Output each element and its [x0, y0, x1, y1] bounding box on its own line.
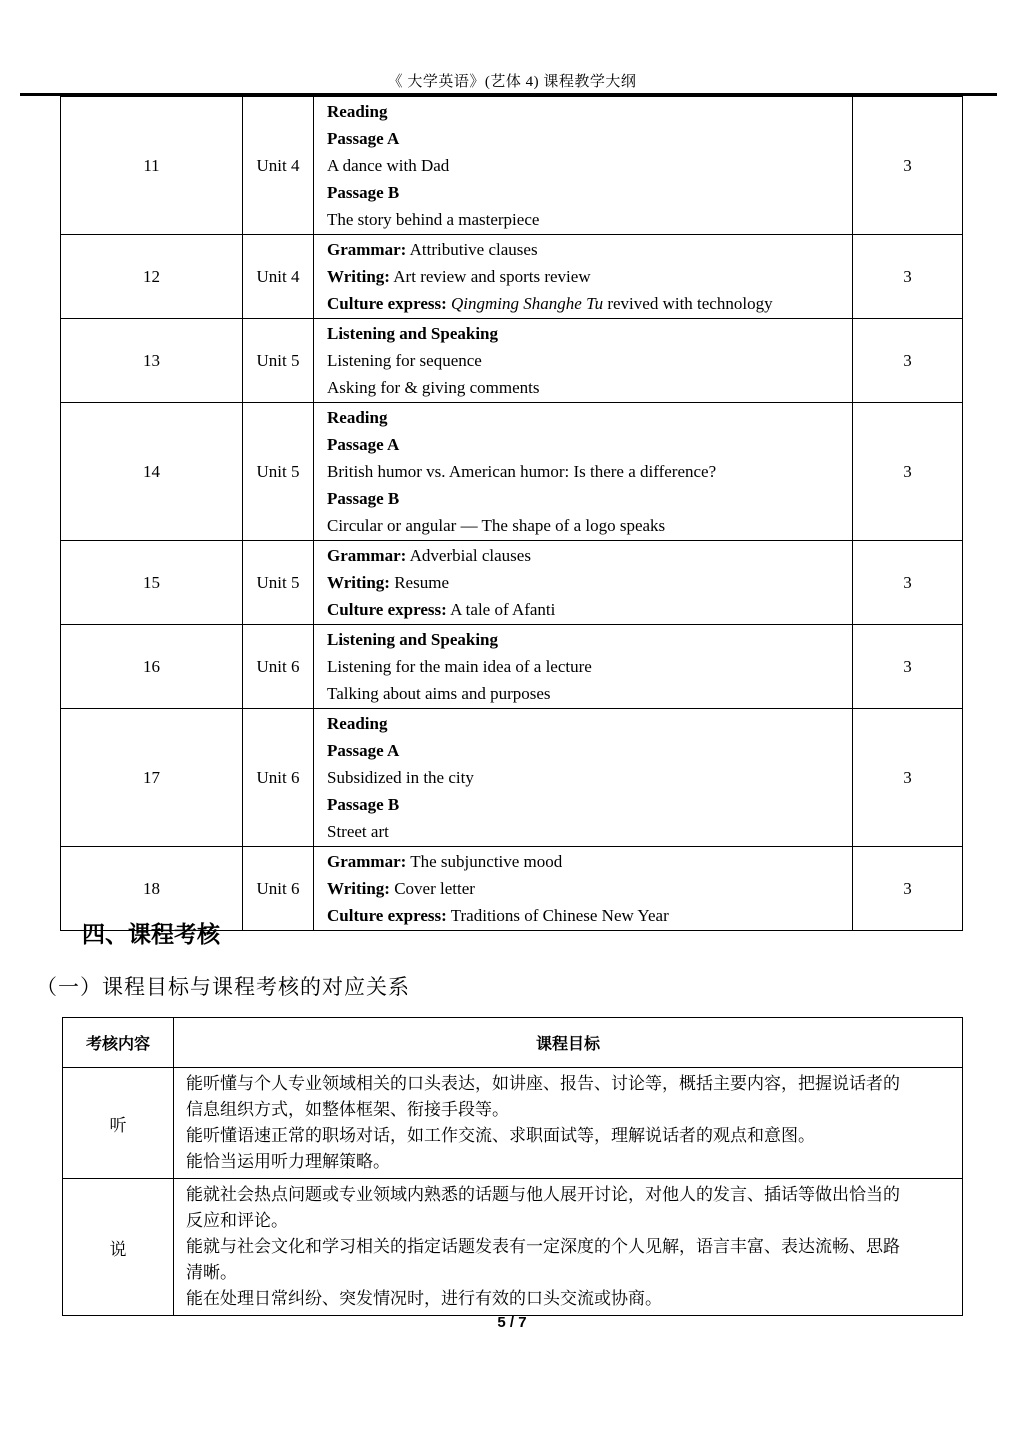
schedule-row — [61, 97, 963, 235]
content-line — [327, 710, 847, 737]
content-text-bold: Reading — [327, 714, 388, 733]
skill-label-cell: 听 — [63, 1068, 174, 1179]
hours-cell: 3 — [853, 319, 963, 403]
goal-paragraph: 能就社会热点问题或专业领域内熟悉的话题与他人展开讨论，对他人的发言、插话等做出恰当的反应和评论。 — [186, 1185, 900, 1230]
week-number-cell: 15 — [61, 541, 243, 625]
content-line — [327, 791, 847, 818]
content-text-bold: Reading — [327, 408, 388, 427]
content-text: A dance with Dad — [327, 156, 450, 175]
schedule-row — [61, 625, 963, 709]
document-header-title: 《 大学英语》(艺体 4) 课程教学大纲 — [387, 74, 637, 90]
hours-cell: 3 — [853, 625, 963, 709]
content-line — [327, 737, 847, 764]
content-cell — [314, 319, 853, 403]
week-number-cell: 18 — [61, 847, 243, 931]
content-text-bold: Culture express: — [327, 906, 447, 925]
content-line — [327, 542, 847, 569]
content-text-bold: Reading — [327, 102, 388, 121]
content-line — [327, 485, 847, 512]
content-text: Attributive clauses — [406, 240, 538, 259]
content-text: Listening for the main idea of a lecture — [327, 657, 592, 676]
content-text: Cover letter — [389, 879, 475, 898]
content-text: A tale of Afanti — [446, 600, 556, 619]
content-text-bold: Grammar: — [327, 240, 407, 259]
course-objective-header: 课程目标 — [174, 1018, 963, 1068]
course-objective-cell — [174, 1179, 963, 1316]
content-text: Listening for sequence — [327, 351, 482, 370]
content-text: Resume — [389, 573, 449, 592]
teaching-schedule-table — [60, 96, 963, 931]
content-line — [327, 152, 847, 179]
page-number: 5 / 7 — [497, 1314, 527, 1331]
week-number-cell: 12 — [61, 235, 243, 319]
content-text: Street art — [327, 822, 389, 841]
content-line — [327, 458, 847, 485]
content-cell — [314, 235, 853, 319]
goal-paragraph: 能听懂与个人专业领域相关的口头表达，如讲座、报告、讨论等，概括主要内容，把握说话者的信息组织方式，如整体框架、衔接手段等。 — [186, 1074, 900, 1119]
content-cell — [314, 847, 853, 931]
hours-cell: 3 — [853, 235, 963, 319]
content-text: Asking for & giving comments — [327, 378, 540, 397]
content-line — [327, 347, 847, 374]
content-text: Subsidized in the city — [327, 768, 474, 787]
content-text-bold: Listening and Speaking — [327, 630, 499, 649]
hours-cell: 3 — [853, 403, 963, 541]
assessment-mapping-table — [62, 1017, 963, 1316]
content-cell — [314, 625, 853, 709]
content-text: Talking about aims and purposes — [327, 684, 551, 703]
unit-cell: Unit 6 — [243, 847, 314, 931]
content-line — [327, 512, 847, 539]
content-text-bold: Passage A — [327, 129, 400, 148]
goal-paragraph: 能在处理日常纠纷、突发情况时，进行有效的口头交流或协商。 — [186, 1289, 662, 1308]
content-line — [327, 875, 847, 902]
week-number-cell: 16 — [61, 625, 243, 709]
content-text-bold: Culture express: — [327, 294, 447, 313]
assessment-row — [63, 1179, 963, 1316]
unit-cell: Unit 5 — [243, 541, 314, 625]
unit-cell: Unit 6 — [243, 625, 314, 709]
hours-cell: 3 — [853, 847, 963, 931]
content-line — [327, 98, 847, 125]
unit-cell: Unit 5 — [243, 403, 314, 541]
content-line — [327, 626, 847, 653]
content-cell — [314, 403, 853, 541]
content-line — [327, 374, 847, 401]
content-line — [327, 236, 847, 263]
content-text: The story behind a masterpiece — [327, 210, 540, 229]
content-text: Art review and sports review — [389, 267, 591, 286]
content-text-bold: Passage A — [327, 435, 400, 454]
assessment-row — [63, 1068, 963, 1179]
content-line — [327, 263, 847, 290]
goal-paragraph: 能就与社会文化和学习相关的指定话题发表有一定深度的个人见解，语言丰富、表达流畅、思路清晰。 — [186, 1237, 900, 1282]
content-line — [327, 902, 847, 929]
schedule-row — [61, 235, 963, 319]
content-text-bold: Grammar: — [327, 852, 407, 871]
content-text-bold: Passage B — [327, 795, 400, 814]
content-line — [327, 653, 847, 680]
content-cell — [314, 97, 853, 235]
assessment-table-body — [63, 1068, 963, 1316]
content-text: revived with technology — [603, 294, 773, 313]
assessment-content-header: 考核内容 — [63, 1018, 174, 1068]
assessment-header-row — [63, 1018, 963, 1068]
content-line — [327, 290, 847, 317]
content-line — [327, 596, 847, 623]
course-objective-cell — [174, 1068, 963, 1179]
content-text-bold: Culture express: — [327, 600, 447, 619]
content-text: Adverbial clauses — [406, 546, 531, 565]
content-text-bold: Passage B — [327, 183, 400, 202]
content-text-bold: Writing: — [327, 267, 390, 286]
content-text-bold: Writing: — [327, 879, 390, 898]
content-line — [327, 569, 847, 596]
content-line — [327, 125, 847, 152]
week-number-cell: 17 — [61, 709, 243, 847]
content-text-bold: Writing: — [327, 573, 390, 592]
unit-cell: Unit 5 — [243, 319, 314, 403]
week-number-cell: 14 — [61, 403, 243, 541]
content-line — [327, 818, 847, 845]
schedule-table-body — [61, 97, 963, 931]
content-text-bold: Passage A — [327, 741, 400, 760]
content-text: The subjunctive mood — [406, 852, 563, 871]
schedule-row — [61, 709, 963, 847]
content-text-bold: Grammar: — [327, 546, 407, 565]
week-number-cell: 11 — [61, 97, 243, 235]
content-line — [327, 179, 847, 206]
content-text-bold: Passage B — [327, 489, 400, 508]
schedule-row — [61, 319, 963, 403]
unit-cell: Unit 4 — [243, 97, 314, 235]
content-line — [327, 431, 847, 458]
schedule-row — [61, 541, 963, 625]
content-cell — [314, 541, 853, 625]
content-line — [327, 404, 847, 431]
subsection-heading-objective-mapping: （一）课程目标与课程考核的对应关系 — [36, 975, 410, 999]
content-text: Qingming Shanghe Tu — [451, 294, 604, 313]
goal-paragraph: 能听懂语速正常的职场对话，如工作交流、求职面试等，理解说话者的观点和意图。 — [186, 1126, 815, 1145]
content-text: British humor vs. American humor: Is there a difference? — [327, 462, 717, 481]
content-cell — [314, 709, 853, 847]
section-heading-course-assessment: 四、课程考核 — [82, 921, 220, 947]
hours-cell: 3 — [853, 541, 963, 625]
schedule-row — [61, 403, 963, 541]
content-line — [327, 680, 847, 707]
content-line — [327, 764, 847, 791]
content-line — [327, 320, 847, 347]
unit-cell: Unit 4 — [243, 235, 314, 319]
content-text-bold: Listening and Speaking — [327, 324, 499, 343]
hours-cell: 3 — [853, 709, 963, 847]
goal-paragraph: 能恰当运用听力理解策略。 — [186, 1152, 390, 1171]
week-number-cell: 13 — [61, 319, 243, 403]
skill-label-cell: 说 — [63, 1179, 174, 1316]
content-text: Circular or angular — The shape of a logo speaks — [327, 516, 666, 535]
content-line — [327, 206, 847, 233]
hours-cell: 3 — [853, 97, 963, 235]
unit-cell: Unit 6 — [243, 709, 314, 847]
content-line — [327, 848, 847, 875]
content-text: Traditions of Chinese New Year — [446, 906, 669, 925]
